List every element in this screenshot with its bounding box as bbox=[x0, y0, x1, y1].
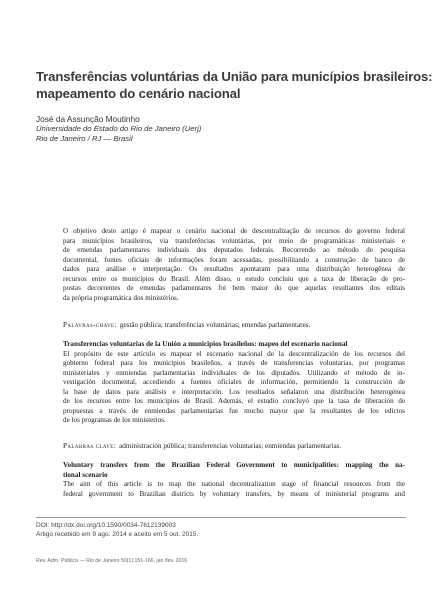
received-date: Artigo recebido em 9 ago. 2014 e aceito em 5 out. 2015. bbox=[36, 531, 199, 538]
abstract-line: da própria programática dos ministérios. bbox=[63, 293, 179, 302]
abstract-line: recursos entre os municípios do Brasil. Além disso, o estudo concluiu que a taxa de liberação de pro- bbox=[63, 274, 405, 283]
abstract-heading: Transferencias voluntarias de la Unión a municipios brasileños: mapeo del escenario nacional bbox=[63, 340, 348, 348]
author-location: Rio de Janeiro / RJ — Brasil bbox=[36, 134, 133, 143]
abstract-line: de los programas de los ministerios. bbox=[63, 416, 166, 424]
keywords-text: gestão pública; transferências voluntárias; emendas parlamentares. bbox=[119, 321, 311, 329]
abstract-line: O objetivo deste artigo é mapear o cenário nacional de descentralização de recursos do governo federal bbox=[63, 227, 405, 235]
keywords-spanish bbox=[63, 442, 405, 450]
abstract-line: documental, fontes oficiais de informações foram acessadas, possibilitando a construção de banco de bbox=[63, 255, 405, 264]
abstract-heading: Voluntary transfers from the Brazilian Federal Government to municipalities: mapping the na- bbox=[63, 461, 405, 469]
abstract-line: dados para análise e interpretação. Os resultados apontaram para uma distribuição heterogênea de bbox=[63, 265, 405, 273]
title-line: mapeamento do cenário nacional bbox=[36, 86, 241, 101]
abstract-line: propuestas a través de enmiendas parlamentarias fue mucho mayor que la resultantes de los edictos bbox=[63, 406, 405, 415]
abstract-spanish bbox=[63, 340, 405, 426]
keywords-label: Palabras clave: bbox=[63, 442, 117, 450]
abstract-portuguese bbox=[63, 227, 405, 303]
abstract-line: postas decorrentes de emendas parlamentares foi bem maior do que aquelas resultantes dos editais bbox=[63, 284, 405, 292]
abstract-line: vestigación documental, accediendo a fuentes oficiales de información, permitiendo la construcción de bbox=[63, 378, 405, 386]
doi-link[interactable]: DOI: http://dx.doi.org/10.1590/0034-7612139003 bbox=[36, 522, 176, 529]
article-title bbox=[36, 68, 433, 102]
abstract-line: The aim of this article is to map the national decentralization stage of financial resources from the bbox=[63, 480, 405, 488]
abstract-line: para municípios brasileiros, via transferências voluntárias, por meio de programáticas ministeriais e bbox=[63, 236, 405, 245]
abstract-line: gobierno federal para los municipios brasileños, a través de transferencias voluntarias, por programas bbox=[63, 359, 405, 367]
abstract-line: federal government to Brazilian districts by voluntary transfers, by means of ministerial programs and bbox=[63, 489, 405, 498]
abstract-line: El propósito de este artículo es mapear el escenario nacional de la descentralización de los recursos del bbox=[63, 349, 405, 358]
abstract-line: ministeriales y enmiendas parlamentarias individuales de los diputados. Utilizando el método de in- bbox=[63, 368, 405, 377]
footer-divider bbox=[36, 517, 406, 518]
title-line: Transferências voluntárias da União para municípios brasileiros: bbox=[36, 69, 433, 84]
author-name: José da Assunção Moutinho bbox=[36, 114, 140, 124]
keywords-label: Palavras-chave: bbox=[63, 321, 117, 329]
abstract-line: de emendas parlamentares individuais dos deputados federais. Recorrendo ao método de pesquisa bbox=[63, 246, 405, 254]
abstract-line: de los recursos entre los municipios de Brasil. Además, el estudio concluyó que la tasa de liberación de bbox=[63, 397, 405, 405]
keywords-portuguese bbox=[63, 321, 405, 329]
abstract-heading: tional scenario bbox=[63, 470, 108, 479]
journal-citation: Rev. Adm. Pública — Rio de Janeiro 50(1):151-166, jan./fev. 2016 bbox=[36, 558, 188, 564]
keywords-text: administración pública; transferencias voluntarias; enmiendas parlamentarias. bbox=[119, 442, 342, 450]
abstract-line: la base de datos para análisis e interpretación. Los resultados señalaron una distribución heterogénea bbox=[63, 387, 405, 396]
abstract-english bbox=[63, 461, 405, 499]
author-affiliation: Universidade do Estado do Rio de Janeiro (Uerj) bbox=[36, 124, 202, 133]
